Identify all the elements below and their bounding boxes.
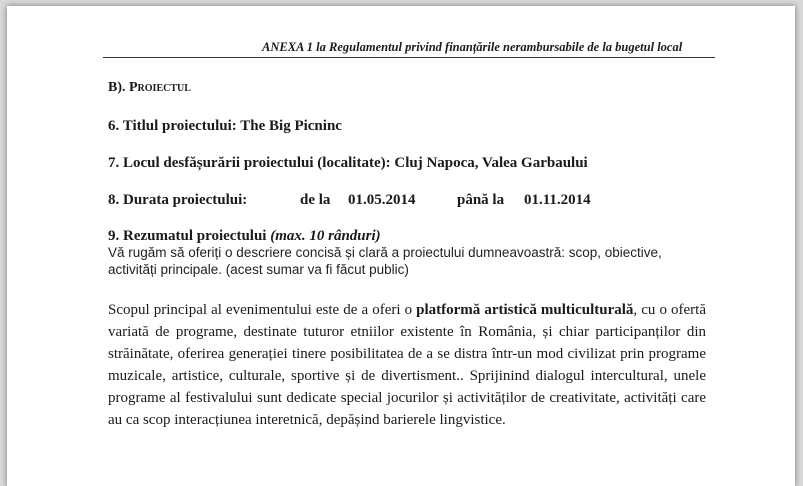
annex-header: ANEXA 1 la Regulamentul privind finanțările nerambursabile de la bugetul local xyxy=(262,40,683,54)
duration-from-label: de la xyxy=(300,192,331,208)
section-prefix: B). xyxy=(108,80,129,95)
project-title-row xyxy=(108,118,342,135)
duration-to-label: până la xyxy=(457,192,505,208)
section-heading xyxy=(108,80,191,96)
summary-text-bold: platformă artistică multiculturală xyxy=(416,302,634,318)
summary-text-part1: Scopul principal al evenimentului este de a oferi o xyxy=(108,302,417,318)
section-name: Proiectul xyxy=(129,80,191,95)
location-row xyxy=(108,155,588,172)
location-value: Cluj Napoca, Valea Garbaului xyxy=(394,155,588,171)
header-rule xyxy=(103,57,715,58)
summary-heading xyxy=(108,228,381,245)
summary-label: 9. Rezumatul proiectului xyxy=(108,228,271,244)
location-label: 7. Locul desfășurării proiectului (localitate): xyxy=(108,155,391,171)
project-title-label: 6. Titlul proiectului: xyxy=(108,118,237,134)
summary-instruction: Vă rugăm să oferiți o descriere concisă și clară a proiectului dumneavoastră: scop, obiective, activități principale. (acest sumar va fi făcut public) xyxy=(108,245,662,277)
duration-to-value: 01.11.2014 xyxy=(524,192,591,208)
duration-label: 8. Durata proiectului: xyxy=(108,192,248,208)
summary-label-note: (max. 10 rânduri) xyxy=(270,228,381,244)
summary-text-part2: , cu o ofertă variată de programe, destinate tuturor etniilor existente în România, și chiar participanților din străinătate, oferirea generației tinere posibilitatea de a se distra într-un mod civilizat prin programe muzicale, artistice, culturale, sportive și de divertisment.. Sprijinind dialogul intercultural, unele programe al festivalului sunt dedicate special jocurilor și activităților de creativitate, activități care au ca scop interacțiunea interetnică, depășind barierele lingvistice. xyxy=(108,302,706,428)
summary-paragraph xyxy=(108,299,706,431)
project-title-value: The Big Picninc xyxy=(240,118,342,134)
duration-from-value: 01.05.2014 xyxy=(348,192,416,208)
